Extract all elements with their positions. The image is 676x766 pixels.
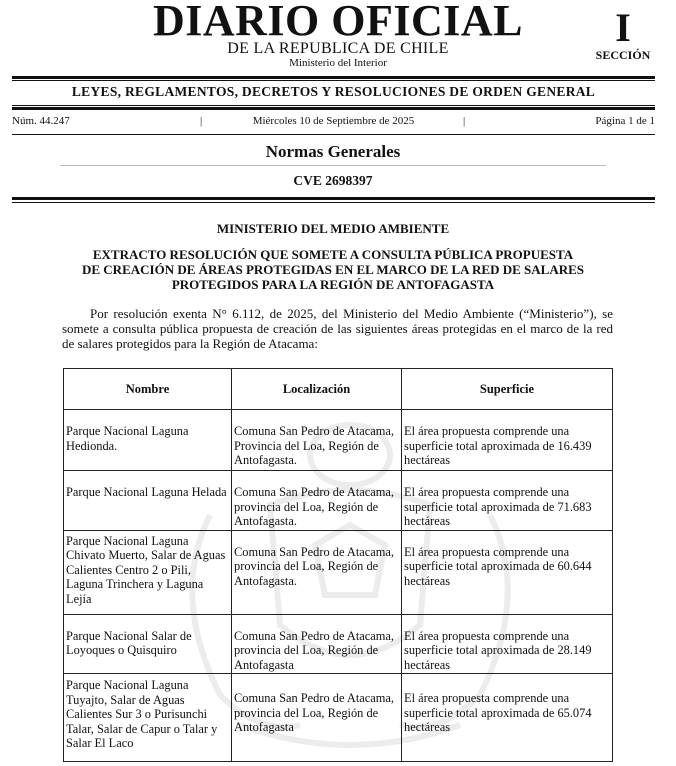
section-rule-bottom [12,202,655,203]
column-header-nombre: Nombre [64,369,232,410]
laws-line: LEYES, REGLAMENTOS, DECRETOS Y RESOLUCIONES DE ORDEN GENERAL [71,84,596,99]
table-row [64,530,613,614]
laws-rule-top [12,105,655,106]
cell-nombre: Parque Nacional Salar de Loyoques o Quisquiro [64,614,232,674]
intro-paragraph: Por resolución exenta N° 6.112, de 2025, del Ministerio del Medio Ambiente (“Ministerio”), se somete a consulta pública propuesta de creación de las siguientes áreas protegidas en el marco de la red de salares protegidos para la Región de Atacama: [62,306,613,351]
table-header-row [64,369,613,410]
cell-localizacion: Comuna San Pedro de Atacama, provincia del Loa, Región de Antofagasta. [232,530,402,614]
section-rule-top [12,197,655,200]
table-row [64,471,613,531]
cve-code: CVE 2698397 [293,173,373,188]
cell-nombre: Parque Nacional Laguna Tuyajto, Salar de Aguas Calientes Sur 3 o Purisunchi Talar, Salar de Capur o Talar y Salar El Laco [64,674,232,762]
cell-localizacion: Comuna San Pedro de Atacama, provincia del Loa, Región de Antofagasta [232,674,402,762]
masthead-rule-top [12,76,655,79]
cell-nombre: Parque Nacional Laguna Helada [64,471,232,531]
masthead [0,0,676,74]
meta-separator: | [200,115,203,127]
section-label: SECCIÓN [595,48,651,62]
cell-superficie: El área propuesta comprende una superficie total aproximada de 28.149 hectáreas [402,614,613,674]
column-header-superficie: Superficie [402,369,613,410]
extract-title-line: PROTEGIDOS PARA LA REGIÓN DE ANTOFAGASTA [171,277,495,292]
page-indicator: Página 1 de 1 [595,115,655,127]
extract-title-line: DE CREACIÓN DE ÁREAS PROTEGIDAS EN EL MARCO DE LA RED DE SALARES [81,262,585,277]
cell-nombre: Parque Nacional Laguna Hedionda. [64,410,232,471]
cell-nombre: Parque Nacional Laguna Chivato Muerto, Salar de Aguas Calientes Centro 2 o Pili, Laguna Trinchera y Laguna Lejía [64,530,232,614]
issue-date: Miércoles 10 de Septiembre de 2025 [252,115,415,127]
table-row [64,614,613,674]
protected-areas-table [63,368,613,762]
masthead-rule-bottom [12,80,655,81]
section-title: Normas Generales [265,142,401,161]
table-row [64,674,613,762]
masthead-title: DIARIO OFICIAL [152,0,524,45]
masthead-ministry: Ministerio del Interior [289,57,387,69]
table-row [64,410,613,471]
extract-title-line: EXTRACTO RESOLUCIÓN QUE SOMETE A CONSULTA PÚBLICA PROPUESTA [92,247,574,262]
cell-superficie: El área propuesta comprende una superficie total aproximada de 65.074 hectáreas [402,674,613,762]
cell-superficie: El área propuesta comprende una superficie total aproximada de 60.644 hectáreas [402,530,613,614]
cell-localizacion: Comuna San Pedro de Atacama, Provincia del Loa, Región de Antofagasta. [232,410,402,471]
laws-rule-bottom [12,107,655,110]
section-number: I [615,5,631,50]
column-header-localizacion: Localización [232,369,402,410]
meta-separator: | [463,115,466,127]
meta-rule [12,134,655,135]
ministry-heading: MINISTERIO DEL MEDIO AMBIENTE [216,221,450,236]
extract-title [50,247,616,292]
section-title-rule [60,165,606,166]
cell-localizacion: Comuna San Pedro de Atacama, provincia del Loa, Región de Antofagasta [232,614,402,674]
cell-superficie: El área propuesta comprende una superficie total aproximada de 71.683 hectáreas [402,471,613,531]
cell-superficie: El área propuesta comprende una superficie total aproximada de 16.439 hectáreas [402,410,613,471]
issue-meta [12,114,655,130]
masthead-subtitle: DE LA REPUBLICA DE CHILE [227,40,449,57]
issue-number: Núm. 44.247 [12,115,70,127]
cell-localizacion: Comuna San Pedro de Atacama, provincia del Loa, Región de Antofagasta. [232,471,402,531]
